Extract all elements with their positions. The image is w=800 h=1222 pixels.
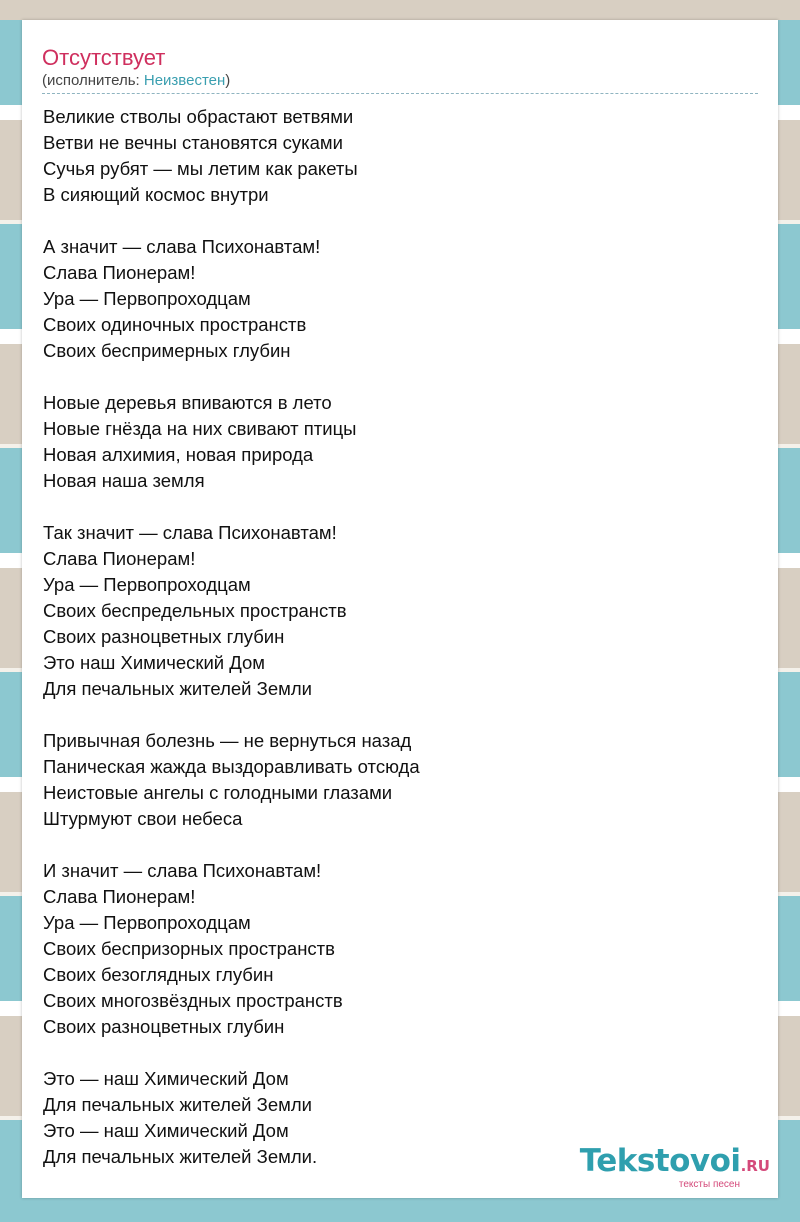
- lyrics-line: И значит — слава Психонавтам!: [43, 860, 322, 881]
- lyrics-line: Своих беспримерных глубин: [43, 340, 291, 361]
- lyrics-stanza: [43, 728, 759, 832]
- lyrics-line: Ура — Первопроходцам: [43, 288, 251, 309]
- lyrics-line: Ура — Первопроходцам: [43, 574, 251, 595]
- lyrics-line: Своих одиночных пространств: [43, 314, 307, 335]
- lyrics-text: [43, 104, 759, 1196]
- lyrics-line: Великие стволы обрастают ветвями: [43, 106, 354, 127]
- lyrics-line: Ветви не вечны становятся суками: [43, 132, 343, 153]
- lyrics-line: Паническая жажда выздоравливать отсюда: [43, 756, 420, 777]
- logo-name: Tekstovoi: [579, 1143, 741, 1179]
- lyrics-line: Своих беспризорных пространств: [43, 938, 335, 959]
- lyrics-line: Слава Пионерам!: [43, 886, 196, 907]
- lyrics-line: Для печальных жителей Земли.: [43, 1146, 318, 1167]
- lyrics-line: Это наш Химический Дом: [43, 652, 266, 673]
- lyrics-line: Своих безоглядных глубин: [43, 964, 274, 985]
- lyrics-line: Для печальных жителей Земли: [43, 678, 312, 699]
- lyrics-line: Слава Пионерам!: [43, 262, 196, 283]
- title-divider: [42, 93, 758, 94]
- lyrics-line: Новые деревья впиваются в лето: [43, 392, 332, 413]
- lyrics-line: Новые гнёзда на них свивают птицы: [43, 418, 357, 439]
- lyrics-line: Своих беспредельных пространств: [43, 600, 347, 621]
- performer-link[interactable]: Неизвестен: [143, 72, 226, 89]
- lyrics-stanza: [43, 520, 759, 702]
- lyrics-line: Неистовые ангелы с голодными глазами: [43, 782, 393, 803]
- performer-line: [42, 72, 230, 90]
- background-top-band: [0, 0, 800, 20]
- site-logo[interactable]: [580, 1145, 770, 1190]
- lyrics-line: Штурмуют свои небеса: [43, 808, 243, 829]
- lyrics-line: Новая наша земля: [43, 470, 205, 491]
- performer-suffix: ): [225, 72, 231, 89]
- logo-tagline: тексты песен: [678, 1179, 740, 1190]
- lyrics-line: Привычная болезнь — не вернуться назад: [43, 730, 412, 751]
- lyrics-line: Новая алхимия, новая природа: [43, 444, 314, 465]
- lyrics-stanza: [43, 858, 759, 1040]
- lyrics-stanza: [43, 104, 759, 208]
- lyrics-line: А значит — слава Психонавтам!: [43, 236, 321, 257]
- lyrics-line: Так значит — слава Психонавтам!: [43, 522, 337, 543]
- lyrics-line: Для печальных жителей Земли: [43, 1094, 312, 1115]
- lyrics-line: Своих разноцветных глубин: [43, 1016, 285, 1037]
- performer-prefix: (исполнитель:: [42, 72, 144, 89]
- lyrics-line: Сучья рубят — мы летим как ракеты: [43, 158, 358, 179]
- song-title: Отсутствует: [42, 45, 166, 70]
- lyrics-stanza: [43, 234, 759, 364]
- lyrics-line: Это — наш Химический Дом: [43, 1068, 289, 1089]
- lyrics-line: Своих разноцветных глубин: [43, 626, 285, 647]
- lyrics-line: Слава Пионерам!: [43, 548, 196, 569]
- lyrics-line: Ура — Первопроходцам: [43, 912, 251, 933]
- logo-wordmark: [580, 1145, 770, 1182]
- lyrics-line: Это — наш Химический Дом: [43, 1120, 289, 1141]
- lyrics-line: Своих многозвёздных пространств: [43, 990, 343, 1011]
- logo-tld: .RU: [740, 1157, 770, 1175]
- lyrics-stanza: [43, 390, 759, 494]
- lyrics-line: В сияющий космос внутри: [43, 184, 269, 205]
- lyrics-card: [22, 20, 778, 1198]
